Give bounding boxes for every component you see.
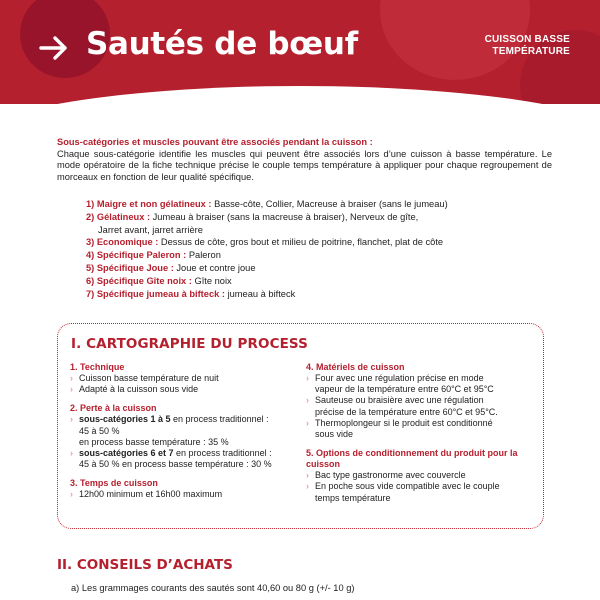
- perte-section: [70, 403, 295, 470]
- category-item: [86, 198, 556, 211]
- bullet-line: Bac type gastronorme avec couvercle: [315, 470, 466, 481]
- bullet-line: 45 à 50 %: [79, 425, 120, 436]
- category-head: 1) Maigre et non gélatineux :: [86, 199, 212, 209]
- bullet-text: 12h00 minimum et 16h00 maximum: [79, 489, 223, 500]
- chevron-right-icon: ›: [306, 395, 309, 406]
- process-right-column: [306, 362, 536, 512]
- bullet-line: précise de la température entre 60°C et 95°C.: [315, 406, 498, 417]
- chevron-right-icon: ›: [70, 414, 73, 425]
- temps-section: [70, 478, 295, 500]
- category-text: Paleron: [186, 250, 221, 261]
- header-tag-line: TEMPÉRATURE: [492, 46, 570, 57]
- materiels-section: [306, 362, 536, 440]
- category-head: 2) Gélatineux :: [86, 211, 151, 222]
- category-head: 3) Economique :: [86, 237, 159, 248]
- bullet-line: En poche sous vide compatible avec le couple: [315, 481, 500, 492]
- category-item: [86, 249, 556, 262]
- category-item: [86, 288, 556, 301]
- section-heading: 1. Technique: [70, 362, 125, 372]
- bullet-item: [306, 373, 536, 395]
- heading-line: 5. Options de conditionnement du produit pour la: [306, 448, 518, 459]
- section-heading: 4. Matériels de cuisson: [306, 362, 405, 372]
- conditionnement-section: [306, 448, 536, 504]
- section-heading: 2. Perte à la cuisson: [70, 403, 157, 414]
- technique-section: [70, 362, 295, 395]
- category-text: Joue et contre joue: [173, 262, 256, 273]
- bullet-text: Adapté à la cuisson sous vide: [79, 384, 199, 395]
- bullet-text: en process traditionnel :: [173, 448, 272, 459]
- category-text: Basse-côte, Collier, Macreuse à braiser (sans le jumeau): [211, 199, 448, 209]
- chevron-right-icon: ›: [70, 489, 73, 500]
- header-curve: [0, 86, 600, 104]
- header-banner: [0, 0, 600, 104]
- bullet-item: [306, 481, 536, 503]
- header-tag-line: CUISSON BASSE: [484, 34, 570, 45]
- bullet-line: temps température: [315, 492, 391, 503]
- bullet-item: [70, 384, 295, 395]
- advice-item: a) Les grammages courants des sautés sont 40,60 ou 80 g (+/- 10 g): [71, 583, 355, 593]
- category-head: 7) Spécifique jumeau à bifteck :: [86, 288, 225, 299]
- category-head: 6) Spécifique Gîte noix :: [86, 275, 192, 286]
- bullet-text: en process traditionnel :: [170, 414, 269, 425]
- chevron-right-icon: ›: [70, 448, 73, 459]
- bullet-line: sous vide: [315, 429, 354, 440]
- section2-title: II. CONSEILS D’ACHATS: [57, 557, 233, 573]
- process-left-column: [70, 362, 295, 509]
- category-head: 4) Spécifique Paleron :: [86, 250, 187, 261]
- bullet-item: [306, 418, 536, 440]
- bold-text: sous-catégories 6 et 7: [79, 448, 174, 459]
- chevron-right-icon: ›: [306, 481, 309, 492]
- intro: [57, 137, 552, 183]
- section-heading: [306, 448, 536, 470]
- category-continuation: Jarret avant, jarret arrière: [98, 224, 203, 235]
- heading-line: cuisson: [306, 459, 341, 470]
- process-title: I. CARTOGRAPHIE DU PROCESS: [71, 336, 308, 352]
- bullet-item: [70, 414, 295, 448]
- bullet-line: vapeur de la température entre 60°C et 95°C: [315, 384, 494, 395]
- category-text: Dessus de côte, gros bout et milieu de poitrine, flanchet, plat de côte: [158, 237, 444, 248]
- bullet-line: Thermoplongeur si le produit est conditionné: [315, 417, 493, 428]
- intro-heading: Sous-catégories et muscles pouvant être associés pendant la cuisson :: [57, 137, 373, 147]
- category-item: [86, 262, 556, 275]
- chevron-right-icon: ›: [306, 470, 309, 481]
- category-head: 5) Spécifique Joue :: [86, 262, 174, 273]
- section-heading: 3. Temps de cuisson: [70, 478, 158, 489]
- category-text: Jumeau à braiser (sans la macreuse à braiser), Nerveux de gîte,: [150, 211, 419, 222]
- category-text: Gîte noix: [191, 275, 232, 286]
- bullet-line: en process basse température : 35 %: [79, 436, 229, 447]
- page-title: Sautés de bœuf: [86, 26, 358, 62]
- bullet-line: [79, 414, 295, 425]
- bullet-line: 45 à 50 % en process basse température : 30 %: [79, 459, 272, 470]
- category-text: jumeau à bifteck: [224, 288, 296, 299]
- chevron-right-icon: ›: [70, 373, 73, 383]
- category-item: [86, 236, 556, 249]
- category-list: [86, 198, 556, 300]
- arrow-right-icon: [38, 32, 70, 64]
- bullet-line: Four avec une régulation précise en mode: [315, 373, 484, 383]
- bullet-item: [70, 489, 295, 500]
- chevron-right-icon: ›: [306, 417, 309, 428]
- category-item: [86, 275, 556, 288]
- advice-list: [71, 582, 551, 595]
- bullet-item: [306, 470, 536, 481]
- bullet-text: Cuisson basse température de nuit: [79, 373, 219, 383]
- chevron-right-icon: ›: [70, 384, 73, 395]
- intro-text: Chaque sous-catégorie identifie les muscles qui peuvent être associés lors d’une cuisson à basse température. Le mode opératoire de la fiche technique précise le couple temps température à appliquer pour chaque regroupement de morceaux en fonction de leur qualité spécifique.: [57, 148, 552, 182]
- chevron-right-icon: ›: [306, 373, 309, 383]
- bullet-item: [70, 448, 295, 470]
- bullet-line: [79, 448, 295, 459]
- bullet-line: Sauteuse ou braisière avec une régulation: [315, 395, 484, 406]
- bullet-item: [306, 395, 536, 417]
- bold-text: sous-catégories 1 à 5: [79, 414, 171, 425]
- header-tag: [440, 34, 570, 58]
- category-item: [86, 211, 556, 224]
- bullet-item: [70, 373, 295, 384]
